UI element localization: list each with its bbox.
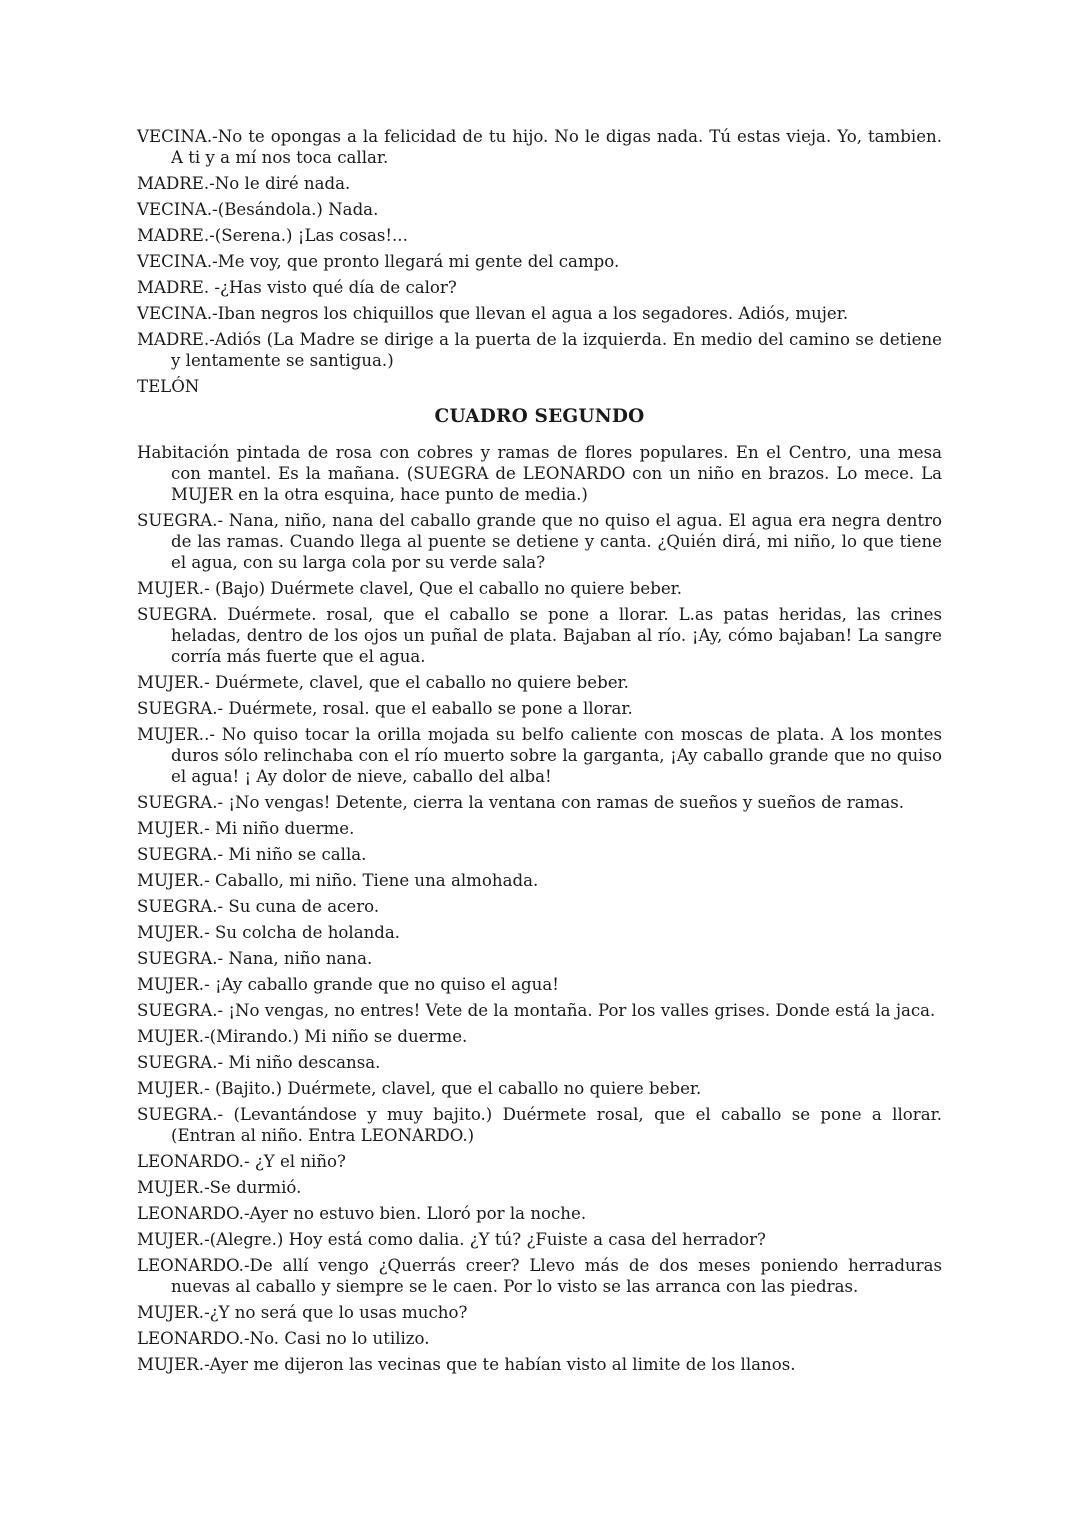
dialogue-line: SUEGRA.- Mi niño descansa. [137,1053,381,1072]
dialogue-line: LEONARDO.-No. Casi no lo utilizo. [137,1329,430,1348]
curtain-line: TELÓN [137,377,200,396]
scene-end-section [137,126,942,397]
dialogue-line: MADRE. -¿Has visto qué día de calor? [137,278,457,297]
dialogue-line: SUEGRA.- Nana, niño, nana del caballo grande que no quiso el agua. El agua era negra dentro de las ramas. Cuando llega al puente se detiene y canta. ¿Quién dirá, mi niño, lo que tiene el agua, con su larga cola por su verde sala? [137,511,942,572]
dialogue-line: MUJER.- (Bajo) Duérmete clavel, Que el caballo no quiere beber. [137,579,683,598]
dialogue-line: MUJER.-(Alegre.) Hoy está como dalia. ¿Y tú? ¿Fuiste a casa del herrador? [137,1230,766,1249]
dialogue-line: MUJER.- Caballo, mi niño. Tiene una almohada. [137,871,539,890]
dialogue-line: VECINA.-Iban negros los chiquillos que llevan el agua a los segadores. Adiós, mujer. [137,304,849,323]
dialogue-line: MUJER.- ¡Ay caballo grande que no quiso el agua! [137,975,559,994]
dialogue-line: LEONARDO.-De allí vengo ¿Querrás creer? Llevo más de dos meses poniendo herraduras nuevas al caballo y siempre se le caen. Por lo visto se las arranca con las piedras. [137,1256,942,1296]
dialogue-line: MUJER.-Ayer me dijeron las vecinas que te habían visto al limite de los llanos. [137,1355,796,1374]
dialogue-line: MUJER.- Duérmete, clavel, que el caballo no quiere beber. [137,673,629,692]
dialogue-line: SUEGRA.- Mi niño se calla. [137,845,367,864]
dialogue-line: MADRE.-No le diré nada. [137,174,351,193]
dialogue-line: MADRE.-(Serena.) ¡Las cosas!... [137,226,408,245]
dialogue-line: MUJER.- Su colcha de holanda. [137,923,401,942]
dialogue-line: MUJER.-(Mirando.) Mi niño se duerme. [137,1027,468,1046]
dialogue-line: LEONARDO.- ¿Y el niño? [137,1152,346,1171]
dialogue-line: SUEGRA.- ¡No vengas! Detente, cierra la ventana con ramas de sueños y sueños de ramas. [137,793,905,812]
dialogue-line: SUEGRA.- Nana, niño nana. [137,949,373,968]
dialogue-line: MUJER.-Se durmió. [137,1178,302,1197]
dialogue-line: MADRE.-Adiós (La Madre se dirige a la puerta de la izquierda. En medio del camino se detiene y lentamente se santigua.) [137,330,942,370]
dialogue-line: MUJER.- (Bajito.) Duérmete, clavel, que el caballo no quiere beber. [137,1079,702,1098]
dialogue-line: SUEGRA. Duérmete. rosal, que el caballo se pone a llorar. L.as patas heridas, las crines heladas, dentro de los ojos un puñal de plata. Bajaban al río. ¡Ay, cómo bajaban! La sangre corría más fuerte que el agua. [137,605,942,666]
scene-heading: CUADRO SEGUNDO [434,406,645,427]
dialogue-line: VECINA.-No te opongas a la felicidad de tu hijo. No le digas nada. Tú estas vieja. Yo, tambien. A ti y a mí nos toca callar. [137,127,942,167]
dialogue-line: SUEGRA.- Su cuna de acero. [137,897,380,916]
dialogue-line: VECINA.-(Besándola.) Nada. [137,200,379,219]
scene-two-section [137,442,942,1375]
dialogue-line: SUEGRA.- Duérmete, rosal. que el eaballo se pone a llorar. [137,699,633,718]
dialogue-line: MUJER.- Mi niño duerme. [137,819,355,838]
document-page [137,126,942,1380]
dialogue-line: SUEGRA.- (Levantándose y muy bajito.) Duérmete rosal, que el caballo se pone a llorar. (Entran al niño. Entra LEONARDO.) [137,1105,942,1145]
dialogue-line: LEONARDO.-Ayer no estuvo bien. Lloró por la noche. [137,1204,587,1223]
dialogue-line: SUEGRA.- ¡No vengas, no entres! Vete de la montaña. Por los valles grises. Donde está la jaca. [137,1001,936,1020]
dialogue-line: MUJER..- No quiso tocar la orilla mojada su belfo caliente con moscas de plata. A los montes duros sólo relinchaba con el río muerto sobre la garganta, ¡Ay caballo grande que no quiso el agua! ¡ Ay dolor de nieve, caballo del alba! [137,725,942,786]
dialogue-line: MUJER.-¿Y no será que lo usas mucho? [137,1303,468,1322]
dialogue-line: VECINA.-Me voy, que pronto llegará mi gente del campo. [137,252,620,271]
stage-direction: Habitación pintada de rosa con cobres y ramas de flores populares. En el Centro, una mesa con mantel. Es la mañana. (SUEGRA de LEONARDO con un niño en brazos. Lo mece. La MUJER en la otra esquina, hace punto de media.) [137,443,942,504]
